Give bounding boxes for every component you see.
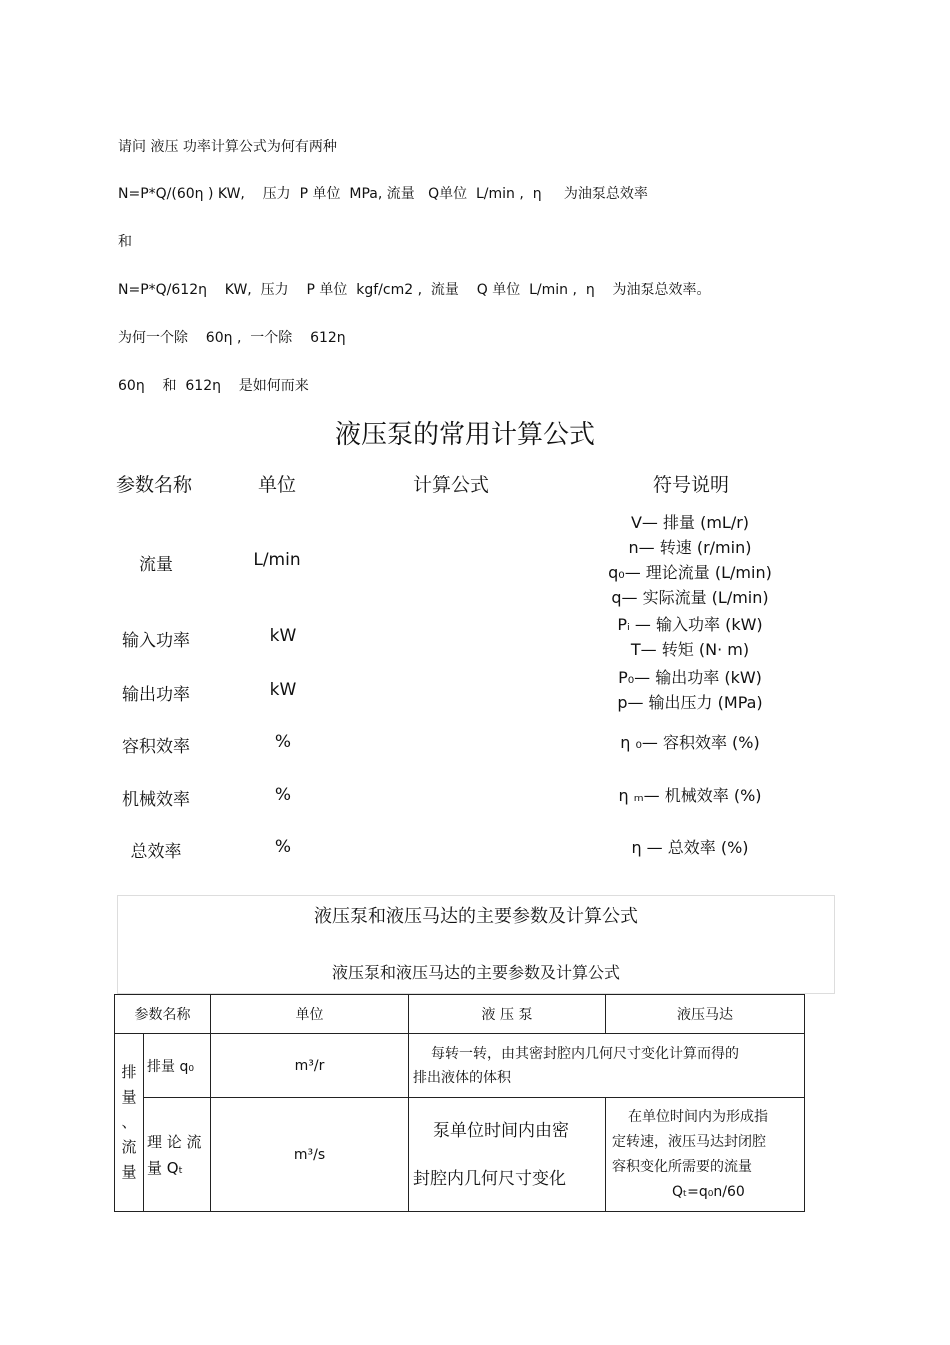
motor-line: Qₜ=q₀n/60 bbox=[672, 1183, 745, 1200]
question-line-4: N=P*Q/612η KW, 压力 P 单位 kgf/cm2 , 流量 Q 单位 L/min , η 为油泵总效率。 bbox=[118, 282, 711, 298]
header-formula: 计算公式 bbox=[413, 474, 490, 496]
pump-line: 封腔内几何尺寸变化 bbox=[413, 1168, 566, 1189]
row-total-eff-unit: % bbox=[274, 837, 292, 857]
row-input-power-name: 输入功率 bbox=[122, 631, 190, 651]
header-unit: 单位 bbox=[258, 474, 297, 496]
row-total-eff-symbols bbox=[560, 835, 820, 860]
symbol-line: p— 输出压力 (MPa) bbox=[617, 693, 763, 712]
row-volumetric-eff-symbols bbox=[560, 730, 820, 755]
row-flow-symbols bbox=[560, 510, 820, 610]
row-mechanical-eff-symbols bbox=[560, 783, 820, 808]
table-header-motor: 液压马达 bbox=[606, 995, 805, 1034]
motor-line: 定转速，液压马达封闭腔 bbox=[612, 1133, 766, 1150]
table-header-pump: 液 压 泵 bbox=[409, 995, 606, 1034]
row-theory-flow-name bbox=[144, 1098, 211, 1212]
row-volumetric-eff-unit: % bbox=[274, 732, 292, 752]
symbol-line: V— 排量 (mL/r) bbox=[630, 513, 750, 532]
row-input-power-unit: kW bbox=[269, 626, 297, 646]
motor-line: 在单位时间内为形成指 bbox=[628, 1108, 768, 1125]
row-output-power-unit: kW bbox=[269, 680, 297, 700]
name-line: 理 论 流 bbox=[147, 1132, 202, 1151]
symbol-line: P₀— 输出功率 (kW) bbox=[618, 668, 762, 687]
motor-line: 容积变化所需要的流量 bbox=[612, 1158, 752, 1175]
row-output-power-symbols bbox=[560, 665, 820, 715]
symbol-line: n— 转速 (r/min) bbox=[628, 538, 752, 557]
pump-line: 泵单位时间内由密 bbox=[433, 1120, 569, 1141]
row-displacement-desc bbox=[409, 1034, 805, 1098]
desc-line: 每转一转，由其密封腔内几何尺寸变化计算而得的 bbox=[431, 1045, 739, 1062]
param-table bbox=[114, 994, 805, 1212]
section-subtitle: 液压泵和液压马达的主要参数及计算公式 bbox=[331, 963, 620, 982]
question-line-5: 为何一个除 60η , 一个除 612η bbox=[118, 330, 346, 346]
symbol-line: q— 实际流量 (L/min) bbox=[611, 588, 769, 607]
row-theory-flow-pump bbox=[409, 1098, 606, 1212]
name-line: 量 Qₜ bbox=[147, 1158, 183, 1177]
row-displacement-unit: m³/r bbox=[211, 1034, 409, 1098]
desc-line: 排出液体的体积 bbox=[413, 1069, 511, 1086]
row-theory-flow-unit: m³/s bbox=[211, 1098, 409, 1212]
group-label-text: 排 量 、 流 量 bbox=[121, 1063, 137, 1181]
section-title: 液压泵和液压马达的主要参数及计算公式 bbox=[314, 906, 638, 927]
row-displacement-name: 排量 q₀ bbox=[144, 1034, 211, 1098]
symbol-line: η ₘ— 机械效率 (%) bbox=[618, 786, 762, 805]
question-line-6: 60η 和 612η 是如何而来 bbox=[118, 378, 309, 394]
formula-title: 液压泵的常用计算公式 bbox=[334, 420, 595, 450]
question-line-1: 请问 液压 功率计算公式为何有两种 bbox=[118, 139, 337, 155]
symbol-line: η — 总效率 (%) bbox=[631, 838, 749, 857]
row-mechanical-eff-name: 机械效率 bbox=[122, 790, 190, 810]
symbol-line: T— 转矩 (N· m) bbox=[630, 640, 750, 659]
row-flow-unit: L/min bbox=[253, 550, 301, 570]
symbol-line: η ₀— 容积效率 (%) bbox=[620, 733, 760, 752]
symbol-line: Pᵢ — 输入功率 (kW) bbox=[617, 615, 763, 634]
row-mechanical-eff-unit: % bbox=[274, 785, 292, 805]
symbol-line: q₀— 理论流量 (L/min) bbox=[608, 563, 772, 582]
header-param-name: 参数名称 bbox=[116, 474, 193, 496]
table-header-name: 参数名称 bbox=[115, 995, 211, 1034]
row-theory-flow-motor bbox=[606, 1098, 805, 1212]
row-input-power-symbols bbox=[560, 612, 820, 662]
row-output-power-name: 输出功率 bbox=[122, 685, 190, 705]
row-flow-name: 流量 bbox=[139, 555, 173, 575]
table-header-unit: 单位 bbox=[211, 995, 409, 1034]
question-line-2: N=P*Q/(60η ) KW, 压力 P 单位 MPa, 流量 Q单位 L/min , η 为油泵总效率 bbox=[118, 186, 648, 202]
group-label bbox=[115, 1034, 144, 1212]
row-total-eff-name: 总效率 bbox=[130, 842, 182, 862]
question-line-3: 和 bbox=[118, 234, 132, 250]
section-title-box bbox=[117, 895, 835, 994]
header-symbols: 符号说明 bbox=[653, 474, 730, 496]
row-volumetric-eff-name: 容积效率 bbox=[122, 737, 190, 757]
